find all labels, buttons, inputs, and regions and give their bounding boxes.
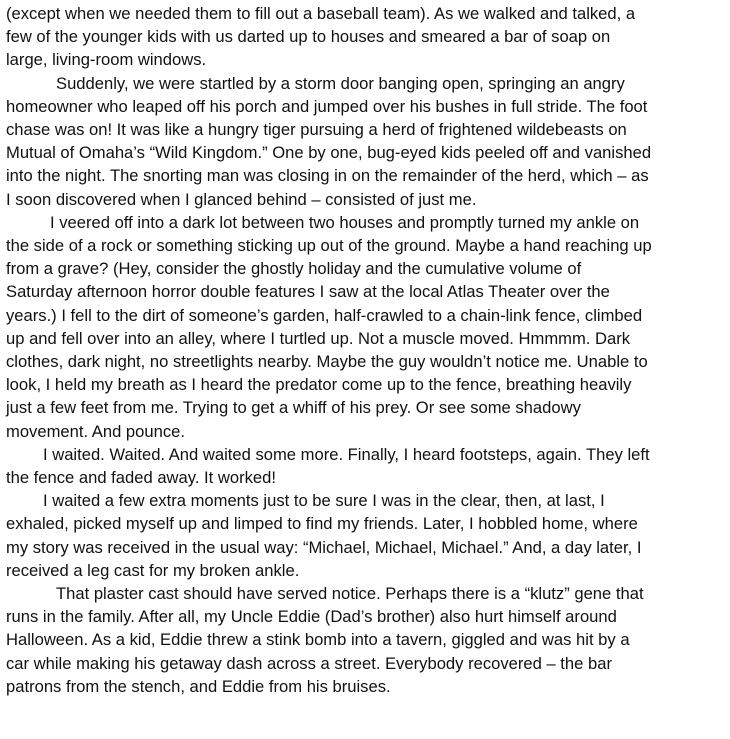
text-line: I waited a few extra moments just to be sure I was in the clear, then, at last, I [43,491,605,511]
text-line: up and fell over into an alley, where I turtled up. Not a muscle moved. Hmmmm. Dark [6,328,631,348]
text-line: the side of a rock or something sticking up out of the ground. Maybe a hand reaching up [6,236,652,256]
paragraph-3 [6,211,724,443]
text-line: the fence and faded away. It worked! [6,468,276,488]
text-line: Suddenly, we were startled by a storm door banging open, springing an angry [56,73,625,93]
text-line: chase was on! It was like a hungry tiger pursuing a herd of frightened wildebeasts on [6,120,627,140]
paragraph-1 [6,2,724,72]
text-line: Saturday afternoon horror double features I saw at the local Atlas Theater over the [6,282,610,302]
text-line: movement. And pounce. [6,421,185,441]
text-line: clothes, dark night, no streetlights nearby. Maybe the guy wouldn’t notice me. Unable to [6,352,648,372]
text-line: I veered off into a dark lot between two houses and promptly turned my ankle on [50,212,640,232]
paragraph-6 [6,582,724,698]
paragraph-4 [6,443,724,489]
text-line: look, I held my breath as I heard the predator come up to the fence, breathing heavily [6,375,632,395]
text-line: That plaster cast should have served notice. Perhaps there is a “klutz” gene that [56,584,644,604]
text-line: few of the younger kids with us darted up to houses and smeared a bar of soap on [6,27,611,47]
text-line: homeowner who leaped off his porch and jumped over his bushes in full stride. The foot [6,96,648,116]
text-line: car while making his getaway dash across a street. Everybody recovered – the bar [6,653,612,673]
text-line: patrons from the stench, and Eddie from his bruises. [6,676,391,696]
text-line: just a few feet from me. Trying to get a whiff of his prey. Or see some shadowy [6,398,581,418]
text-line: Mutual of Omaha’s “Wild Kingdom.” One by one, bug-eyed kids peeled off and vanished [6,143,652,163]
text-line: (except when we needed them to fill out a baseball team). As we walked and talked, a [6,4,636,23]
text-line: received a leg cast for my broken ankle. [6,560,300,580]
text-line: from a grave? (Hey, consider the ghostly holiday and the cumulative volume of [6,259,582,279]
text-line: into the night. The snorting man was closing in on the remainder of the herd, which – as [6,166,649,186]
text-line: I soon discovered when I glanced behind – consisted of just me. [6,189,477,209]
text-line: years.) I fell to the dirt of someone’s garden, half-crawled to a chain-link fence, climbed [6,305,643,325]
paragraph-5 [6,489,724,582]
text-line: I waited. Waited. And waited some more. Finally, I heard footsteps, again. They left [43,444,650,464]
text-line: runs in the family. After all, my Uncle Eddie (Dad’s brother) also hurt himself around [6,607,617,627]
paragraph-2 [6,72,724,211]
text-line: exhaled, picked myself up and limped to find my friends. Later, I hobbled home, where [6,514,638,534]
text-line: large, living-room windows. [6,50,207,70]
text-line: my story was received in the usual way: “Michael, Michael, Michael.” And, a day later, I [6,537,642,557]
text-line: Halloween. As a kid, Eddie threw a stink bomb into a tavern, giggled and was hit by a [6,630,630,650]
